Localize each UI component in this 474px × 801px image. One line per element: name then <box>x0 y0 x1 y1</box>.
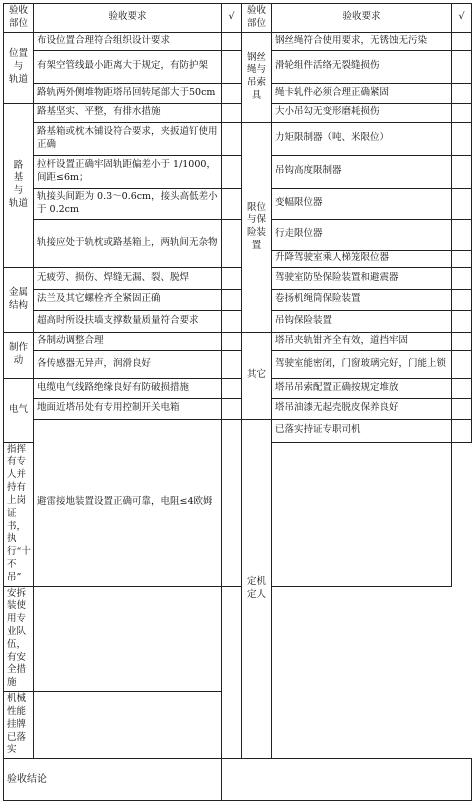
left-check-cell <box>222 50 242 83</box>
right-check-cell <box>452 378 472 398</box>
left-check-cell <box>222 378 242 398</box>
header-check-left: √ <box>222 4 242 33</box>
right-check-cell <box>452 289 472 310</box>
right-check-cell <box>34 692 222 759</box>
left-check-cell <box>222 267 242 289</box>
right-category-cell: 其它 <box>242 332 272 419</box>
right-check-cell <box>452 188 472 219</box>
right-requirement-cell: 大小吊勾无变形磨耗损伤 <box>272 103 452 122</box>
right-requirement-cell: 塔吊吊索配置正确按规定堆放 <box>272 378 452 398</box>
left-category-cell: 路 基 与 轨道 <box>4 103 34 267</box>
right-requirement-cell: 变幅限位器 <box>272 188 452 219</box>
right-requirement-cell: 已落实持证专职司机 <box>272 419 452 442</box>
left-check-cell <box>222 332 242 350</box>
acceptance-table <box>3 3 472 801</box>
left-category-cell: 金属 结构 <box>4 267 34 332</box>
left-check-cell <box>222 122 242 155</box>
right-check-cell <box>452 50 472 83</box>
left-requirement-cell: 路基坚实、平整，有排水措施 <box>34 103 222 122</box>
table-row <box>4 267 472 289</box>
table-row <box>4 586 472 692</box>
left-requirement-cell: 无疲劳、损伤、焊缝无漏、裂、脱焊 <box>34 267 222 289</box>
right-check-cell <box>452 419 472 442</box>
table-row <box>4 188 472 219</box>
table-row <box>4 350 472 378</box>
left-requirement-cell: 有架空管线最小距离大于规定，有防护架 <box>34 50 222 83</box>
right-check-cell <box>452 155 472 188</box>
right-category-cell: 限位 与保 险装 置 <box>242 122 272 332</box>
table-row <box>4 332 472 350</box>
left-requirement-cell: 超高时所设扶墙支撑数量质量符合要求 <box>34 310 222 332</box>
left-category-cell: 位置 与 轨道 <box>4 32 34 103</box>
right-requirement-cell: 指挥有专人并持有上岗证书，执行“十不吊” <box>4 442 34 586</box>
header-requirement-left: 验收要求 <box>34 4 222 33</box>
left-check-cell <box>222 83 242 103</box>
right-check-cell <box>452 350 472 378</box>
right-check-cell <box>452 267 472 289</box>
table-row <box>4 83 472 103</box>
table-row <box>4 103 472 122</box>
left-requirement-cell: 避雷接地装置设置正确可靠，电阻≤4欧姆 <box>34 419 222 586</box>
right-requirement-cell: 驾驶室防坠保险装置和避震器 <box>272 267 452 289</box>
table-row <box>4 32 472 50</box>
left-category-cell: 电气 <box>4 378 34 442</box>
table-row <box>4 398 472 419</box>
left-requirement-cell: 轨接应处于轨枕或路基箱上，两轨间无杂物 <box>34 219 222 267</box>
table-row <box>4 219 472 250</box>
right-check-cell <box>272 442 452 586</box>
left-requirement-cell: 路基箱或枕木铺设符合要求，夹扳道钉使用正确 <box>34 122 222 155</box>
left-requirement-cell: 拉杆设置正确牢固轨距偏差小于 1/1000，间距≤6m； <box>34 155 222 188</box>
right-requirement-cell: 塔吊油漆无起壳脱皮保养良好 <box>272 398 452 419</box>
right-requirement-cell: 吊钩保险装置 <box>272 310 452 332</box>
right-requirement-cell: 塔吊夹轨钳齐全有效，道挡牢固 <box>272 332 452 350</box>
table-row <box>4 289 472 310</box>
left-requirement-cell: 路轨两外侧堆物距塔吊回转尾部大于50cm <box>34 83 222 103</box>
left-check-cell <box>222 32 242 50</box>
left-category-cell: 制作 动 <box>4 332 34 378</box>
right-requirement-cell: 机械性能挂牌已落实 <box>4 692 34 759</box>
table-row <box>4 692 472 759</box>
left-requirement-cell: 布设位置合理符合组织设计要求 <box>34 32 222 50</box>
table-row <box>4 378 472 398</box>
right-check-cell <box>34 586 222 692</box>
left-check-cell <box>222 289 242 310</box>
header-category-left: 验收 部位 <box>4 4 34 33</box>
right-check-cell <box>452 398 472 419</box>
right-check-cell <box>452 103 472 122</box>
table-row <box>4 122 472 155</box>
left-check-cell <box>222 103 242 122</box>
right-requirement-cell: 安拆装使用专业队伍，有安全措施 <box>4 586 34 692</box>
left-check-cell <box>222 398 242 419</box>
right-check-cell <box>452 32 472 50</box>
right-check-cell <box>452 250 472 267</box>
header-check-right: √ <box>452 4 472 33</box>
table-row <box>4 155 472 188</box>
left-requirement-cell: 轨接头间距为 0.3～0.6cm，接头高低差小于 0.2cm <box>34 188 222 219</box>
header-row <box>4 4 472 33</box>
left-check-cell <box>222 310 242 332</box>
right-requirement-cell: 吊钩高度限制器 <box>272 155 452 188</box>
conclusion-label: 验收结论 <box>4 759 222 801</box>
right-requirement-cell: 升降驾驶室乘人梯笼限位器 <box>272 250 452 267</box>
left-requirement-cell: 法兰及其它螺栓齐全紧固正确 <box>34 289 222 310</box>
right-requirement-cell: 钢丝绳符合使用要求，无锈蚀无污染 <box>272 32 452 50</box>
right-requirement-cell: 绳卡轧件必须合理正确紧固 <box>272 83 452 103</box>
header-category-right: 验收 部位 <box>242 4 272 33</box>
header-requirement-right: 验收要求 <box>272 4 452 33</box>
left-requirement-cell: 各制动调整合理 <box>34 332 222 350</box>
left-requirement-cell: 地面近塔吊处有专用控制开关电箱 <box>34 398 222 419</box>
right-requirement-cell: 卷扬机绳筒保险装置 <box>272 289 452 310</box>
table-row <box>4 50 472 83</box>
conclusion-row <box>4 759 472 801</box>
right-check-cell <box>452 122 472 155</box>
right-category-cell: 钢丝 绳与 吊索 具 <box>242 32 272 122</box>
left-check-cell <box>222 219 242 267</box>
left-check-cell <box>222 419 242 586</box>
left-check-cell <box>222 188 242 219</box>
right-check-cell <box>452 83 472 103</box>
left-requirement-cell: 各传感器无异声，润滑良好 <box>34 350 222 378</box>
table-row <box>4 310 472 332</box>
table-row <box>4 419 472 442</box>
right-requirement-cell: 滑轮组件活络无裂缝损伤 <box>272 50 452 83</box>
right-requirement-cell: 行走限位器 <box>272 219 452 250</box>
conclusion-value-cell <box>222 759 472 801</box>
right-requirement-cell: 力矩限制器（吨、米限位） <box>272 122 452 155</box>
right-category-cell: 定机 定人 <box>242 419 272 759</box>
right-check-cell <box>452 332 472 350</box>
table-body <box>4 4 472 801</box>
left-check-cell <box>222 155 242 188</box>
right-check-cell <box>452 310 472 332</box>
left-requirement-cell: 电缆电气线路绝缘良好有防破损措施 <box>34 378 222 398</box>
left-check-cell <box>222 350 242 378</box>
right-check-cell <box>452 219 472 250</box>
right-requirement-cell: 驾驶室能密闭，门窗玻璃完好，门能上锁 <box>272 350 452 378</box>
